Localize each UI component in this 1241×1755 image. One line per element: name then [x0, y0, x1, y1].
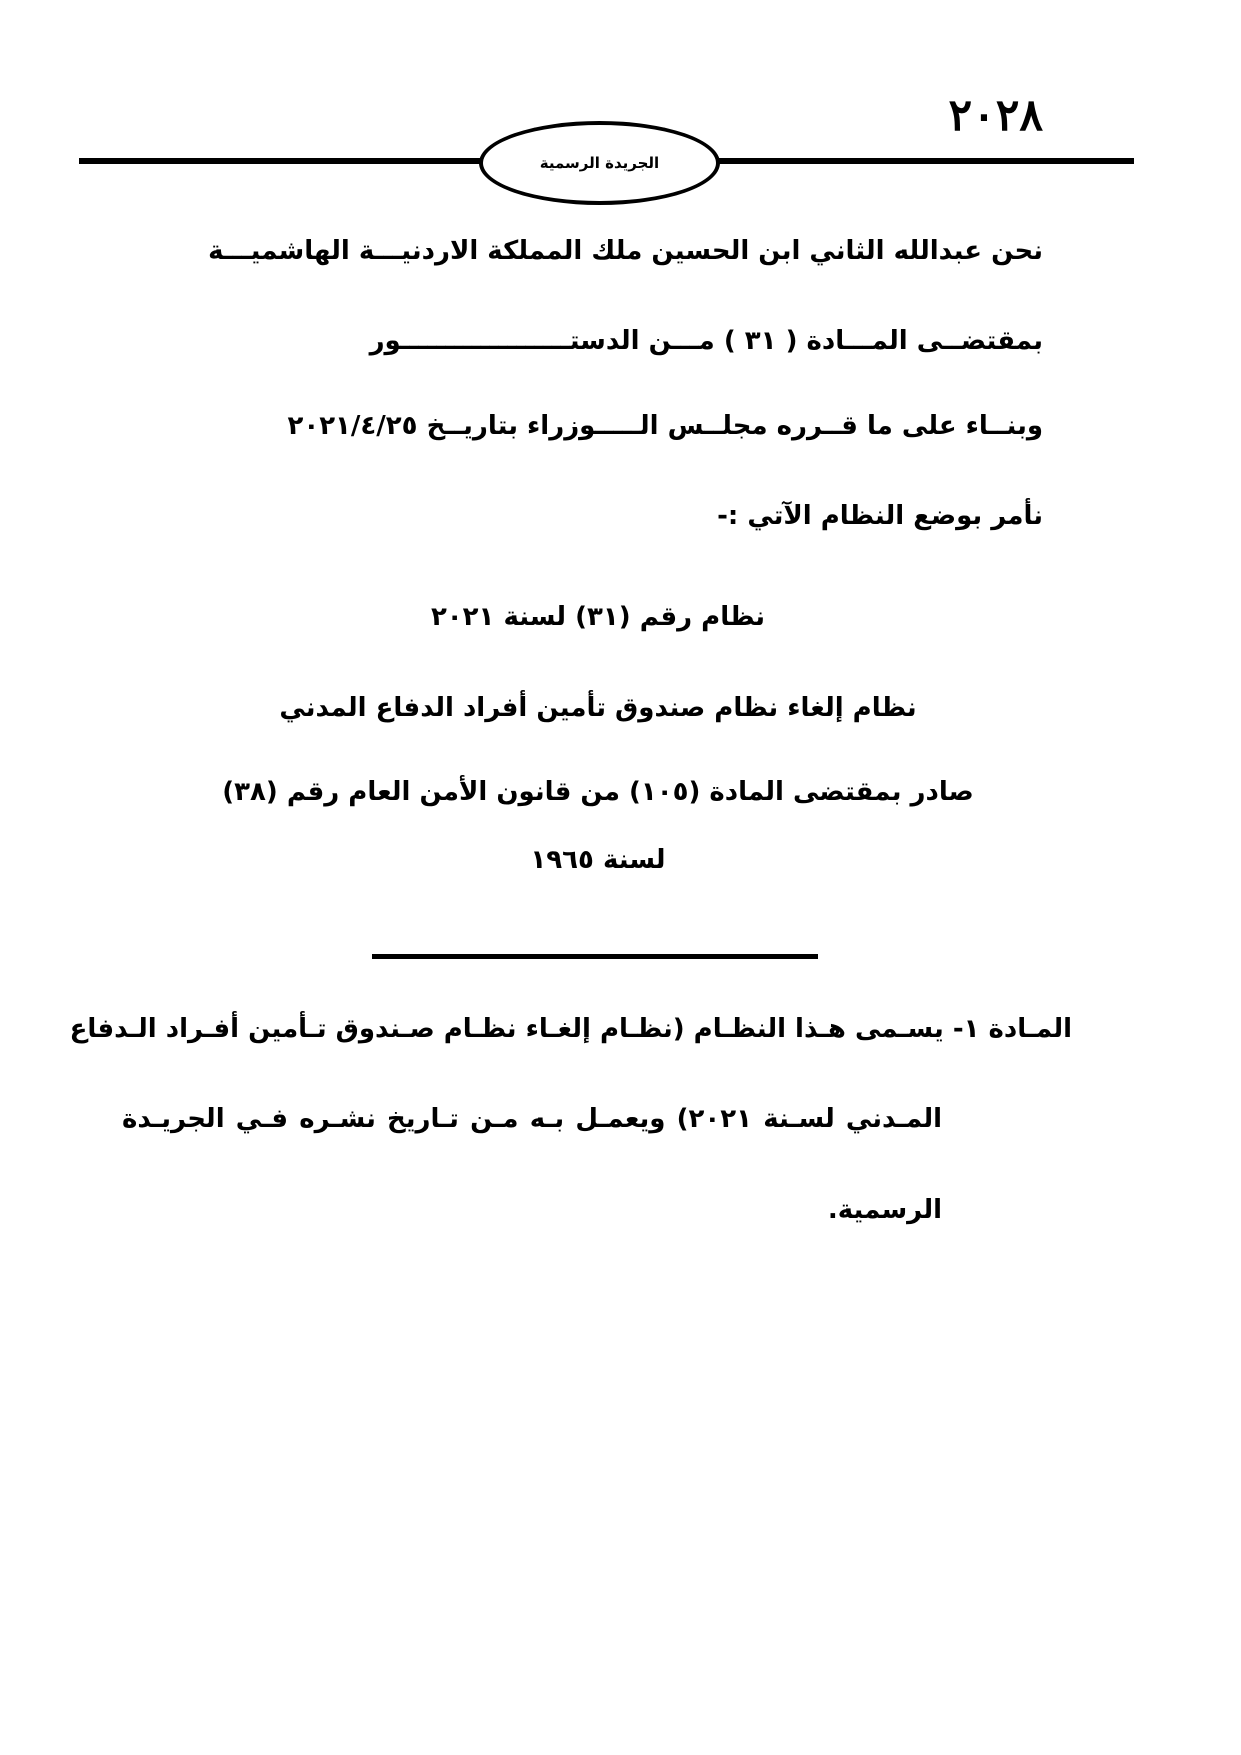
- gazette-emblem-oval: [479, 121, 720, 205]
- regulation-name: نظام إلغاء نظام صندوق تأمين أفراد الدفاع المدني: [279, 693, 917, 723]
- regulation-law-year: لسنة ١٩٦٥: [530, 845, 666, 875]
- preamble-line-2: بمقتضــى المـــادة ( ٣١ ) مـــن الدستـــــــــــــــــــور: [369, 326, 1043, 356]
- gazette-name: الجريدة الرسمية: [539, 154, 660, 172]
- preamble-line-4: نأمر بوضع النظام الآتي :-: [717, 501, 1043, 531]
- preamble-line-3: وبنــاء على ما قــرره مجلــس الـــــوزراء بتاريــخ ٢٠٢١/٤/٢٥: [287, 411, 1043, 441]
- regulation-issued-under: صادر بمقتضى المادة (١٠٥) من قانون الأمن العام رقم (٣٨): [222, 777, 974, 807]
- regulation-number: نظام رقم (٣١) لسنة ٢٠٢١: [430, 602, 766, 632]
- article-1-line-1: المـادة ١- يسـمى هـذا النظـام (نظـام إلغـاء نظـام صـندوق تـأمين أفـراد الـدفاع: [69, 1014, 1072, 1044]
- section-divider: [372, 954, 818, 959]
- article-1-line-3: الرسمية.: [827, 1195, 942, 1225]
- preamble-line-1: نحن عبدالله الثاني ابن الحسين ملك المملكة الاردنيـــة الهاشميـــة: [208, 236, 1043, 266]
- page-number: ٢٠٢٨: [948, 90, 1043, 141]
- article-1-line-2: المـدني لسـنة ٢٠٢١) ويعمـل بـه مـن تـاريخ نشـره فـي الجريـدة: [122, 1104, 942, 1134]
